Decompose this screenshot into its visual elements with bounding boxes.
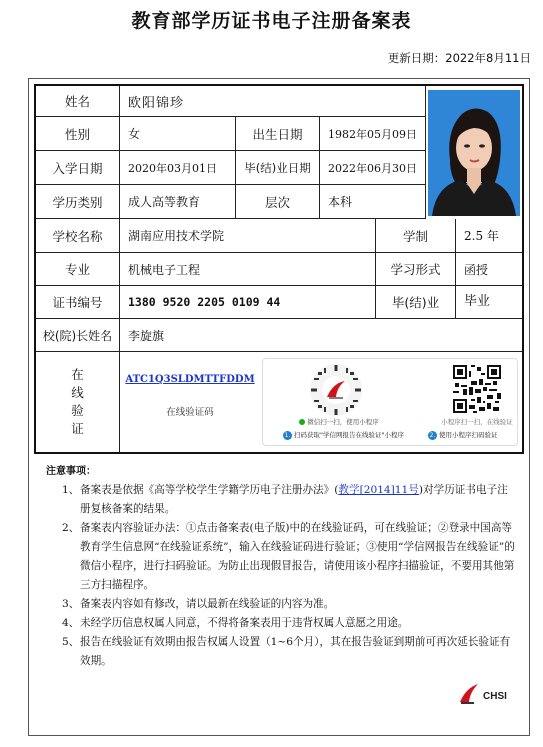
duration-value: 2.5 年 <box>456 219 522 253</box>
name-label: 姓名 <box>36 86 120 117</box>
verify-char-4: 证 <box>71 421 84 436</box>
verification-qr-code[interactable] <box>451 363 503 415</box>
portrait-image <box>428 90 520 216</box>
note-item-5: 5、 报告在线验证有效期由报告权属人设置（1~6个月），其在报告验证到期前可再次延长验证有效期。 <box>62 636 511 667</box>
verify-code-area <box>120 352 260 452</box>
verification-section <box>36 352 522 452</box>
major-value: 机械电子工程 <box>120 253 376 286</box>
step-1-badge: 1. <box>284 431 291 439</box>
chsi-logo-icon <box>458 680 484 706</box>
gender-value: 女 <box>120 117 236 151</box>
school-value: 湖南应用技术学院 <box>120 219 376 253</box>
miniprogram-caption: 微信扫一扫，使用小程序 <box>299 417 379 426</box>
student-photo <box>426 86 522 219</box>
study-form-value: 函授 <box>456 253 522 286</box>
wechat-miniprogram-code[interactable] <box>305 363 367 417</box>
cert-no-label: 证书编号 <box>36 286 120 319</box>
grad-status-label: 毕(结)业 <box>376 286 456 319</box>
page-title: 教育部学历证书电子注册备案表 <box>131 10 412 32</box>
regulation-link[interactable]: 教学[2014]11号 <box>338 484 419 496</box>
grad-status-value: 毕业 <box>456 286 522 319</box>
duration-label: 学制 <box>376 219 456 253</box>
qr-step-1: 1. 扫码获取"学信网报告在线验证"小程序 <box>284 431 404 439</box>
name-value: 欧阳锦珍 <box>120 86 426 117</box>
level-label: 层次 <box>236 185 320 219</box>
verify-char-3: 验 <box>71 403 84 418</box>
notes-section <box>46 462 516 671</box>
edu-type-value: 成人高等教育 <box>120 185 236 219</box>
birth-value: 1982年05月09日 <box>320 117 426 151</box>
verify-char-2: 线 <box>71 385 84 400</box>
online-verification-code-link[interactable]: ATC1Q3SLDMTTFDDM <box>125 374 255 385</box>
qr-caption: 小程序扫一扫，在线验证 <box>441 418 513 426</box>
info-table <box>34 84 524 454</box>
qr-panel <box>262 358 518 446</box>
verification-code-caption: 在线验证码 <box>166 407 214 418</box>
step-2-badge: 2. <box>429 431 436 439</box>
verify-label <box>36 352 120 452</box>
grad-date-label: 毕(结)业日期 <box>236 151 320 185</box>
note-item-3: 3、 备案表内容如有修改，请以最新在线验证的内容为准。 <box>62 598 335 610</box>
chsi-logo: CHSI <box>458 680 518 706</box>
enroll-label: 入学日期 <box>36 151 120 185</box>
grad-date-value: 2022年06月30日 <box>320 151 426 185</box>
gender-label: 性别 <box>36 117 120 151</box>
edu-type-label: 学历类别 <box>36 185 120 219</box>
note-item-1: 1、 备案表是依据《高等学校学生学籍学历电子注册办法》(教学[2014]11号)对学历证书电子注册复核备案的结果。 <box>62 484 508 515</box>
note-item-4: 4、 未经学历信息权属人同意，不得将备案表用于违背权属人意愿之用途。 <box>62 617 409 629</box>
major-label: 专业 <box>36 253 120 286</box>
president-value: 李旋旗 <box>120 319 522 352</box>
study-form-label: 学习形式 <box>376 253 456 286</box>
note-item-2: 2、 备案表内容验证办法：①点击备案表(电子版)中的在线验证码，可在线验证；②登录中国高等教育学生信息网“在线验证系统”，输入在线验证码进行验证；③使用“学信网报告在线验证”的微信小程序，进行扫码验证。为防止出现假冒报告，请使用该小程序扫描验证，不要用其他第三方扫描程序。 <box>62 522 515 591</box>
notes-title: 注意事项： <box>46 466 96 477</box>
wechat-icon <box>299 419 305 425</box>
enroll-value: 2020年03月01日 <box>120 151 236 185</box>
level-value: 本科 <box>320 185 426 219</box>
school-label: 学校名称 <box>36 219 120 253</box>
president-label: 校(院)长姓名 <box>36 319 120 352</box>
update-date: 更新日期：2022年8月11日 <box>387 51 531 65</box>
verify-char-1: 在 <box>71 367 84 382</box>
qr-step-2: 2. 使用小程序扫码验证 <box>429 431 498 439</box>
cert-no-value: 1380 9520 2205 0109 44 <box>120 286 376 319</box>
birth-label: 出生日期 <box>236 117 320 151</box>
